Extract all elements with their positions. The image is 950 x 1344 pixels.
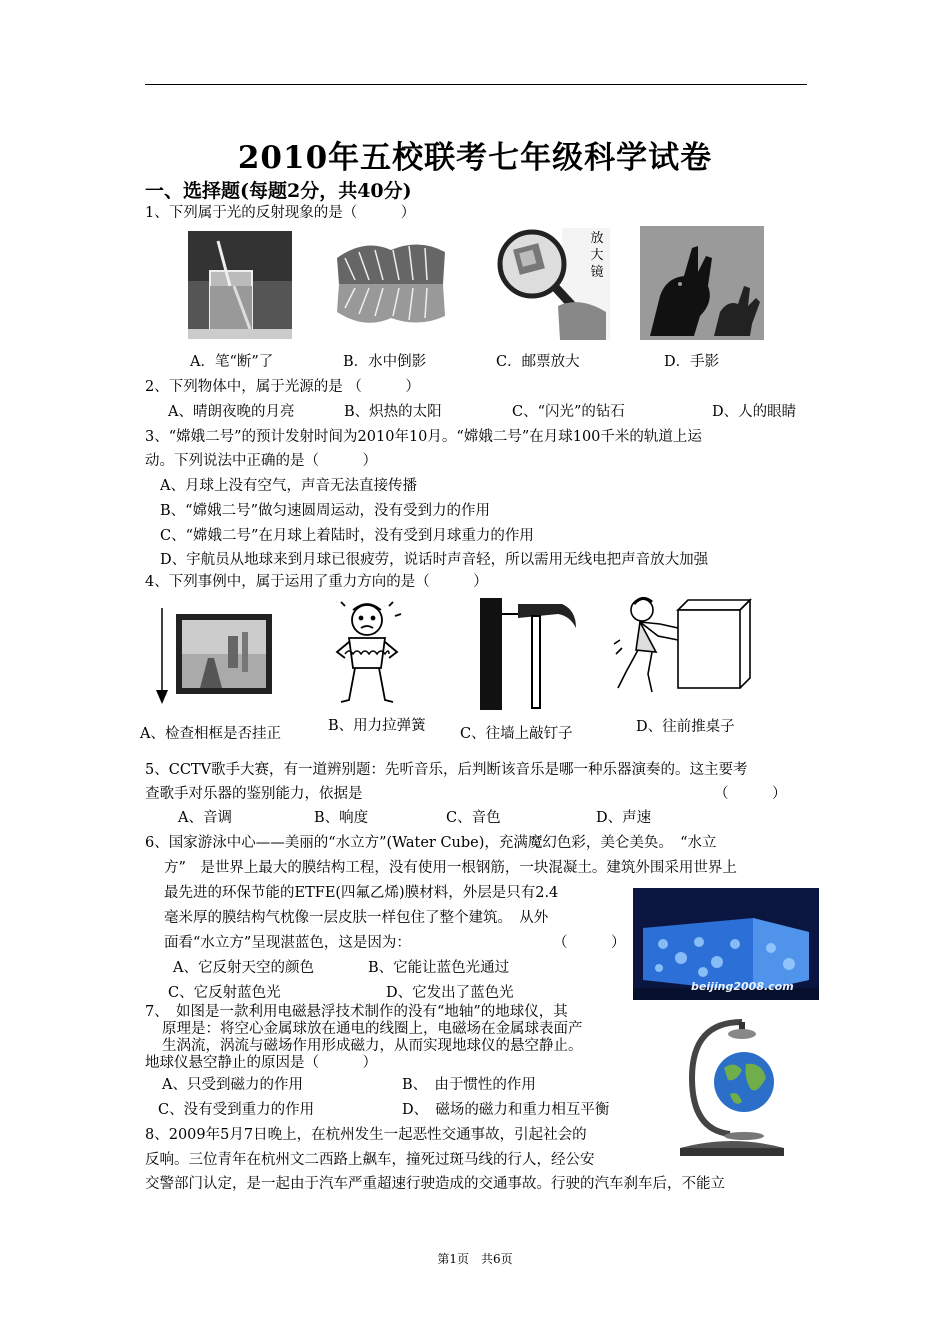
q1-option-b: B．水中倒影 (343, 354, 427, 370)
q1-option-d: D．手影 (664, 354, 720, 370)
q4-pic-hammer-wall (478, 596, 582, 712)
q7-line1: 7、 如图是一款利用电磁悬浮技术制作的没有“地轴”的地球仪，其 (145, 1004, 568, 1020)
q7-option-a: A、只受到磁力的作用 (162, 1077, 303, 1093)
q4-option-d: D、往前推桌子 (636, 719, 735, 735)
header-rule (145, 84, 807, 85)
q6-pic-watermark: beijing2008.com (691, 980, 794, 993)
q7-line2: 原理是：将空心金属球放在通电的线圈上，电磁场在金属球表面产 (162, 1021, 583, 1037)
q6-answer-paren: （ ） (553, 935, 626, 951)
q2-option-a: A、晴朗夜晚的月亮 (168, 404, 295, 420)
page-footer: 第1页 共6页 (437, 1252, 513, 1266)
q1-pic-hand-shadow (640, 226, 764, 340)
q6-option-b: B、它能让蓝色光通过 (368, 960, 510, 976)
q6-option-d: D、它发出了蓝色光 (386, 985, 514, 1001)
q7-option-c: C、没有受到重力的作用 (158, 1102, 315, 1118)
q4-option-b: B、用力拉弹簧 (328, 718, 426, 734)
section-heading: 一、选择题(每题2分，共40分) (145, 180, 412, 202)
q5-option-c: C、音色 (446, 810, 501, 826)
q2-option-d: D、人的眼睛 (712, 404, 797, 420)
q6-line5: 面看“水立方”呈现湛蓝色，这是因为： (164, 935, 411, 951)
q1-stem: 1、下列属于光的反射现象的是（ ） (145, 205, 416, 221)
q7-pic-maglev-globe (672, 1008, 788, 1158)
q7-line3: 生涡流，涡流与磁场作用形成磁力，从而实现地球仪的悬空静止。 (162, 1038, 583, 1054)
q1-magnifier-label: 放大镜 (590, 231, 604, 280)
q1-pic-reflection (335, 228, 447, 338)
q4-option-c: C、往墙上敲钉子 (460, 726, 573, 742)
q6-pic-water-cube (633, 888, 819, 1000)
q2-option-b: B、炽热的太阳 (344, 404, 442, 420)
q5-stem-line1: 5、CCTV歌手大赛，有一道辨别题：先听音乐，后判断该音乐是哪一种乐器演奏的。这主要考 (145, 762, 748, 778)
q6-line1: 6、国家游泳中心——美丽的“水立方”(Water Cube)，充满魔幻色彩，美仑美奂。 “水立 (145, 835, 717, 851)
q6-option-a: A、它反射天空的颜色 (173, 960, 314, 976)
q5-option-d: D、声速 (596, 810, 652, 826)
q8-line3: 交警部门认定，是一起由于汽车严重超速行驶造成的交通事故。行驶的汽车刹车后，不能立 (145, 1176, 725, 1192)
q6-option-c: C、它反射蓝色光 (168, 985, 281, 1001)
q8-line2: 反响。三位青年在杭州文二西路上飙车，撞死过斑马线的行人，经公安 (145, 1152, 595, 1168)
q5-stem-line2: 查歌手对乐器的鉴别能力，依据是 (145, 786, 363, 802)
q1-pic-magnifier (488, 226, 612, 342)
q6-line2: 方” 是世界上最大的膜结构工程，没有使用一根钢筋，一块混凝土。建筑外围采用世界上 (164, 860, 737, 876)
q7-line4: 地球仪悬空静止的原因是（ ） (145, 1055, 377, 1071)
q4-pic-spring-boy (323, 598, 411, 708)
q5-option-b: B、响度 (314, 810, 369, 826)
q3-option-d: D、宇航员从地球来到月球已很疲劳，说话时声音轻，所以需用无线电把声音放大加强 (160, 552, 709, 568)
q8-line1: 8、2009年5月7日晚上，在杭州发生一起恶性交通事故，引起社会的 (145, 1127, 587, 1143)
q3-option-c: C、“嫦娥二号”在月球上着陆时，没有受到月球重力的作用 (160, 528, 534, 544)
q7-option-b: B、 由于惯性的作用 (402, 1077, 536, 1093)
q4-stem: 4、下列事例中，属于运用了重力方向的是（ ） (145, 574, 488, 590)
exam-title: 2010年五校联考七年级科学试卷 (237, 140, 713, 176)
q1-option-c: C．邮票放大 (496, 354, 580, 370)
q1-pic-pencil-in-water (188, 231, 292, 339)
q7-option-d: D、 磁场的磁力和重力相互平衡 (402, 1102, 610, 1118)
q4-pic-plumb-line-frame (152, 606, 276, 710)
q5-answer-paren: （ ） (714, 786, 787, 802)
q6-line4: 毫米厚的膜结构气枕像一层皮肤一样包住了整个建筑。 从外 (164, 910, 549, 926)
q2-option-c: C、“闪光”的钻石 (512, 404, 625, 420)
q3-stem-line1: 3、“嫦娥二号”的预计发射时间为2010年10月。“嫦娥二号”在月球100千米的轨道上运 (145, 429, 702, 445)
q3-option-b: B、“嫦娥二号”做匀速圆周运动，没有受到力的作用 (160, 503, 490, 519)
q4-pic-push-table (612, 588, 752, 696)
q3-stem-line2: 动。下列说法中正确的是（ ） (145, 453, 377, 469)
q5-option-a: A、音调 (178, 810, 232, 826)
q4-option-a: A、检查相框是否挂正 (140, 726, 281, 742)
q6-line3: 最先进的环保节能的ETFE(四氟乙烯)膜材料，外层是只有2.4 (164, 885, 559, 901)
q2-stem: 2、下列物体中，属于光源的是 （ ） (145, 379, 420, 395)
q1-option-a: A．笔“断”了 (190, 354, 274, 370)
q3-option-a: A、月球上没有空气，声音无法直接传播 (160, 478, 417, 494)
